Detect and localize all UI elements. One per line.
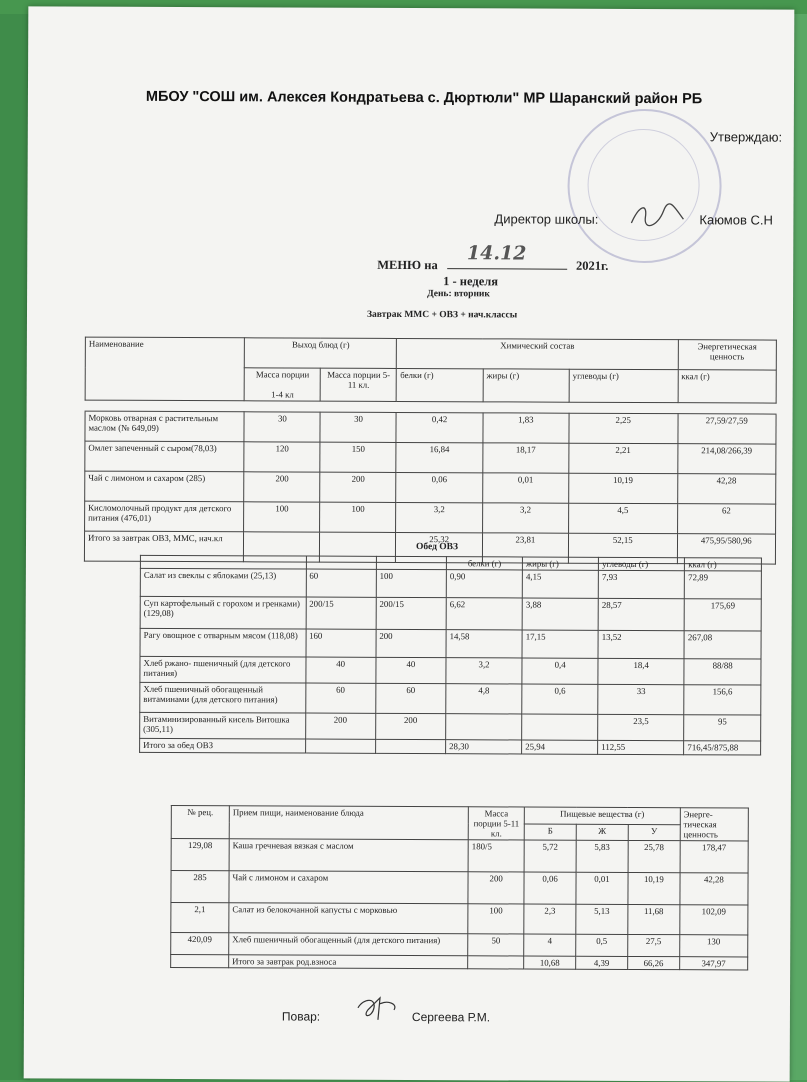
breakfast-table xyxy=(84,337,777,565)
dish-name: Итого за обед ОВЗ xyxy=(140,738,306,753)
dish-name: Суп картофельный с горохом и гренками) (129,08) xyxy=(140,596,306,629)
week-label: 1 - неделя xyxy=(443,274,499,289)
table-row xyxy=(85,411,776,444)
protein: 4,8 xyxy=(446,684,522,714)
mass: 180/5 xyxy=(468,840,524,872)
school-title: МБОУ "СОШ им. Алексея Кондратьева с. Дюртюли" МР Шаранский район РБ xyxy=(145,88,703,108)
col-chem: Химический состав xyxy=(397,338,678,369)
table-row xyxy=(85,441,776,474)
protein: 14,58 xyxy=(446,630,522,658)
b: 5,72 xyxy=(524,840,576,872)
table-row xyxy=(140,682,761,715)
table-row xyxy=(140,628,761,659)
mass-5-11: 30 xyxy=(320,412,396,442)
fat: 25,94 xyxy=(522,740,598,754)
carb: 33 xyxy=(598,684,684,714)
carb: 4,5 xyxy=(569,503,678,533)
dish-name: Салат из белокочанной капусты с морковью xyxy=(229,903,468,934)
menu-date-field xyxy=(447,242,567,270)
table-row-total xyxy=(140,738,761,755)
col-output: Выход блюд (г) xyxy=(245,338,397,369)
u: 25,78 xyxy=(628,840,680,872)
protein: 0,42 xyxy=(396,412,482,442)
fat: 0,6 xyxy=(522,684,598,714)
mass-1-4: 200/15 xyxy=(306,597,376,629)
director-name: Каюмов С.Н xyxy=(699,212,773,228)
protein: 3,2 xyxy=(396,502,482,532)
mass-1-4: 30 xyxy=(244,412,320,442)
col-energy: Энергетическая ценность xyxy=(678,340,777,370)
b: 2,3 xyxy=(524,904,576,934)
col-mass-5-11 xyxy=(376,556,446,569)
u: 10,19 xyxy=(628,872,680,904)
paper-sheet xyxy=(24,6,795,1081)
dish-name: Хлеб пшеничный обогащенный (для детского питания) xyxy=(229,933,468,956)
u: 27,5 xyxy=(628,934,680,956)
mass: 200 xyxy=(468,872,524,904)
b: 4 xyxy=(524,934,576,956)
protein xyxy=(446,714,522,740)
col-carb: углеводы (г) xyxy=(599,557,685,570)
mass: 50 xyxy=(468,934,524,956)
col-fat: жиры (г) xyxy=(523,557,599,570)
col-meal: Прием пищи, наименование блюда xyxy=(229,806,468,840)
energy: 347,97 xyxy=(679,957,747,970)
mass-5-11 xyxy=(375,739,445,753)
mass: 100 xyxy=(468,904,524,934)
table-row xyxy=(140,712,761,741)
extra-header-row-1 xyxy=(171,805,748,824)
table-row xyxy=(140,656,761,685)
mass-1-4: 60 xyxy=(306,569,376,597)
table-row xyxy=(171,838,748,873)
mass-5-11: 200 xyxy=(376,629,446,657)
col-mass14 xyxy=(244,368,320,401)
breakfast-header-row-1 xyxy=(85,337,776,370)
protein: 28,30 xyxy=(446,740,522,754)
table-row xyxy=(171,870,748,905)
col-kcal: ккал (г) xyxy=(678,370,777,403)
protein: 3,2 xyxy=(446,658,522,684)
fat: 18,17 xyxy=(483,443,569,473)
carb: 28,57 xyxy=(598,598,684,630)
kcal: 156,6 xyxy=(684,685,761,715)
zh: 5,13 xyxy=(576,904,628,934)
table-row xyxy=(85,471,776,504)
zh: 4,39 xyxy=(576,956,628,969)
kcal: 72,89 xyxy=(685,571,762,599)
mass-5-11: 200/15 xyxy=(376,597,446,629)
table-row-total xyxy=(171,954,748,970)
lunch-title: Обед ОВЗ xyxy=(415,542,459,553)
rec-number xyxy=(171,954,229,967)
table-row xyxy=(171,902,748,935)
dish-name: Каша гречневая вязкая с маслом xyxy=(229,839,468,872)
dish-name: Омлет запеченный с сыром(78,03) xyxy=(85,441,244,472)
breakfast-title: Завтрак ММС + ОВЗ + нач.классы xyxy=(366,309,518,321)
mass-5-11: 60 xyxy=(376,683,446,713)
carb: 23,5 xyxy=(598,714,684,740)
b: 10,68 xyxy=(524,956,576,969)
mass-1-4: 40 xyxy=(305,657,375,683)
table-row xyxy=(171,932,748,957)
dish-name: Рагу овощное с отварным мясом (118,08) xyxy=(140,628,306,657)
u: 66,26 xyxy=(628,956,680,969)
table-row xyxy=(140,596,761,631)
mass-1-4: 160 xyxy=(306,629,376,657)
col-nutrients: Пищевые вещества (г) xyxy=(524,807,680,824)
energy: 130 xyxy=(679,935,747,957)
dish-name: Хлеб ржано- пшеничный (для детского питания) xyxy=(140,656,306,683)
col-mass14-a: Масса порции xyxy=(255,369,310,380)
mass-1-4: 200 xyxy=(244,472,320,502)
kcal: 95 xyxy=(684,715,761,741)
fat: 3,88 xyxy=(522,598,598,630)
zh: 0,5 xyxy=(576,934,628,956)
fat: 23,81 xyxy=(482,533,568,563)
carb: 13,52 xyxy=(598,630,684,658)
energy: 178,47 xyxy=(680,841,748,873)
zh: 0,01 xyxy=(576,872,628,904)
col-name: Наименование xyxy=(85,337,245,401)
fat: 0,4 xyxy=(522,658,598,684)
mass-5-11: 100 xyxy=(376,569,446,597)
protein: 6,62 xyxy=(446,598,522,630)
col-b: Б xyxy=(524,824,576,841)
mass-1-4: 200 xyxy=(305,713,375,739)
director-signature xyxy=(627,199,687,231)
kcal: 716,45/875,88 xyxy=(684,741,761,755)
dish-name: Итого за завтрак род.взноса xyxy=(229,955,468,969)
carb: 112,55 xyxy=(598,740,684,754)
fat: 0,01 xyxy=(482,473,568,503)
lunch-table xyxy=(139,555,762,756)
kcal: 42,28 xyxy=(677,474,776,504)
parent-breakfast-table xyxy=(170,805,749,971)
kcal: 62 xyxy=(677,504,776,534)
col-mass: Масса порции 5-11 кл. xyxy=(468,807,524,840)
fat: 1,83 xyxy=(483,413,569,443)
col-kcal: ккал (г) xyxy=(685,558,762,571)
mass-5-11: 40 xyxy=(376,657,446,683)
mass-5-11: 200 xyxy=(375,713,445,739)
protein: 0,06 xyxy=(396,472,482,502)
kcal: 475,95/580,96 xyxy=(677,534,776,564)
fat: 4,15 xyxy=(522,570,598,598)
rec-number: 2,1 xyxy=(171,902,229,932)
day-label: День: вторник xyxy=(427,289,490,300)
col-protein: белки (г) xyxy=(397,368,483,401)
carb: 52,15 xyxy=(568,533,677,563)
carb: 7,93 xyxy=(598,570,684,598)
u: 11,68 xyxy=(628,904,680,934)
energy: 42,28 xyxy=(680,873,748,905)
mass-5-11: 150 xyxy=(320,442,396,472)
dish-name: Кисломолочный продукт для детского питания (476,01) xyxy=(85,501,244,532)
kcal: 27,59/27,59 xyxy=(677,414,776,444)
mass-5-11: 200 xyxy=(320,472,396,502)
dish-name: Витаминизированный кисель Витошка (305,11) xyxy=(140,712,306,739)
table-row xyxy=(85,501,776,534)
col-energy: Энерге-тическая ценность xyxy=(680,808,748,841)
col-mass511: Масса порции 5-11 кл. xyxy=(321,368,397,401)
col-name xyxy=(140,555,306,569)
col-carb: углеводы (г) xyxy=(569,369,678,402)
director-label: Директор школы: xyxy=(494,211,599,227)
carb: 2,21 xyxy=(569,443,678,473)
menu-year: 2021г. xyxy=(575,258,609,273)
zh: 5,83 xyxy=(576,840,628,872)
mass-1-4: 100 xyxy=(244,502,320,532)
cook-label: Повар: xyxy=(281,1009,321,1024)
mass xyxy=(468,956,524,969)
menu-date-line xyxy=(377,242,609,274)
kcal: 267,08 xyxy=(684,631,761,659)
cook-signature xyxy=(354,994,404,1022)
col-protein: белки (г) xyxy=(446,557,522,570)
col-mass-1-4 xyxy=(306,556,376,569)
rec-number: 129,08 xyxy=(171,838,229,870)
fat: 17,15 xyxy=(522,630,598,658)
col-fat: жиры (г) xyxy=(483,369,569,402)
mass-1-4: 60 xyxy=(305,683,375,713)
b: 0,06 xyxy=(524,872,576,904)
mass-1-4: 120 xyxy=(244,442,320,472)
mass-1-4 xyxy=(305,739,375,753)
table-row xyxy=(140,568,761,599)
rec-number: 285 xyxy=(171,870,229,902)
fat xyxy=(522,714,598,740)
mass-5-11: 100 xyxy=(320,502,396,532)
menu-date: 14.12 xyxy=(466,242,527,265)
col-mass14-b: 1-4 кл xyxy=(271,389,294,400)
protein: 16,84 xyxy=(396,442,482,472)
dish-name: Чай с лимоном и сахаром (285) xyxy=(85,471,244,502)
dish-name: Морковь отварная с растительным маслом (№ 649,09) xyxy=(85,411,244,442)
dish-name: Чай с лимоном и сахаром xyxy=(229,871,468,904)
rec-number: 420,09 xyxy=(171,932,229,954)
dish-name: Хлеб пшеничный обогащенный витаминами (для детского питания) xyxy=(140,682,306,713)
menu-prefix: МЕНЮ на xyxy=(377,257,438,273)
fat: 3,2 xyxy=(482,503,568,533)
col-zh: Ж xyxy=(576,824,628,841)
col-u: У xyxy=(628,824,680,841)
carb: 18,4 xyxy=(598,658,684,684)
protein: 0,90 xyxy=(446,570,522,598)
cook-name: Сергеева Р.М. xyxy=(411,1010,491,1025)
kcal: 88/88 xyxy=(684,659,761,685)
dish-name: Салат из свеклы с яблоками (25,13) xyxy=(140,568,306,597)
col-rec: № рец. xyxy=(171,805,229,838)
kcal: 175,69 xyxy=(684,599,761,631)
approve-label: Утверждаю: xyxy=(709,129,783,145)
carb: 2,25 xyxy=(569,413,678,443)
carb: 10,19 xyxy=(569,473,678,503)
energy: 102,09 xyxy=(680,905,748,935)
dish-name: Итого за завтрак ОВЗ, ММС, нач.кл xyxy=(84,531,243,562)
protein: 25,32 xyxy=(396,532,482,562)
kcal: 214,08/266,39 xyxy=(677,444,776,474)
